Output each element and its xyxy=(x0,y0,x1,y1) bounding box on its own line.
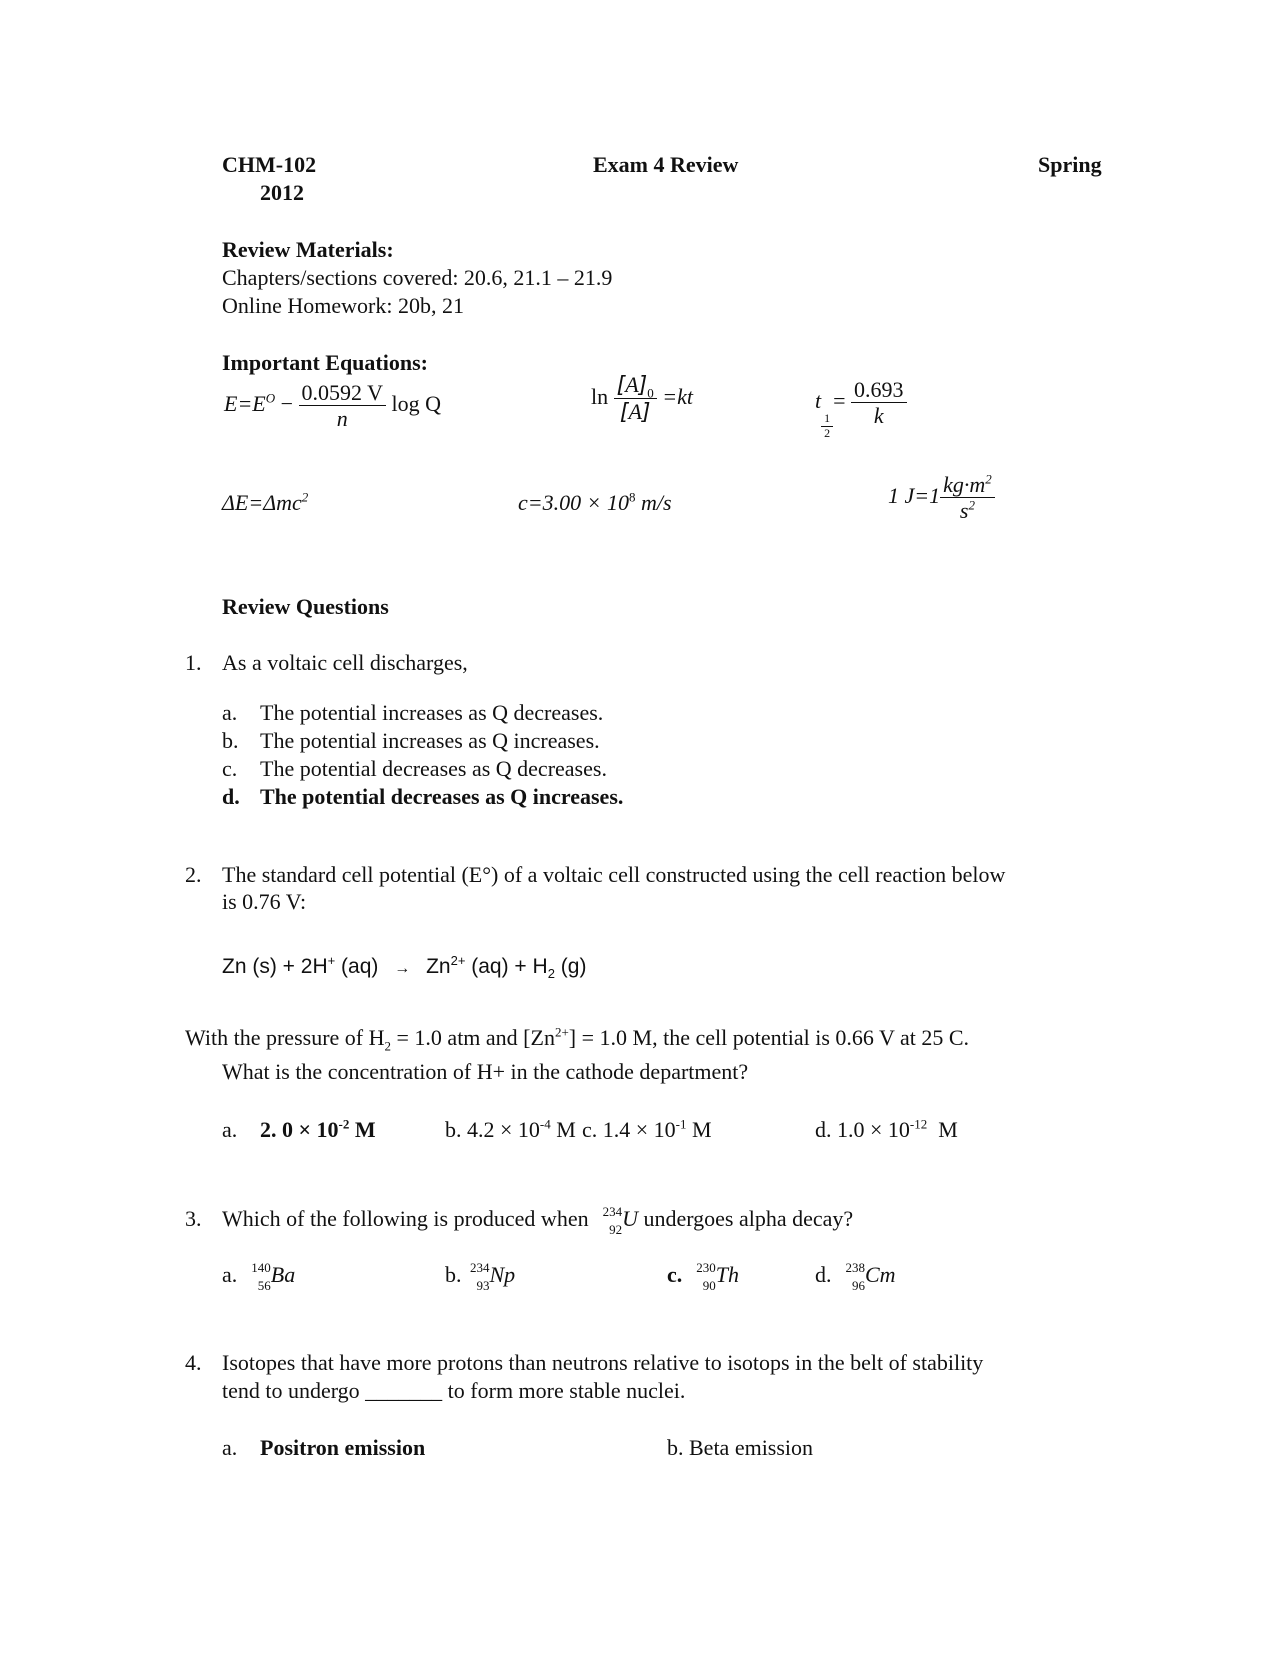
question-4-line1: Isotopes that have more protons than neutrons relative to isotops in the belt of stability xyxy=(222,1350,984,1375)
q2-option-a-label: a. xyxy=(222,1117,238,1142)
q2-a-base: 2. 0 × 10 xyxy=(260,1117,339,1142)
joule-fraction xyxy=(940,472,995,524)
nernst-standard-sup: O xyxy=(265,390,276,406)
rate-ln: ln xyxy=(591,383,609,409)
reaction-arrow: → xyxy=(394,960,411,977)
q3-b-z: 93 xyxy=(476,1278,490,1293)
q3-a-label: a. xyxy=(222,1262,238,1288)
q2-a-unit: M xyxy=(349,1117,376,1142)
q3-a-mass: 140 xyxy=(251,1260,271,1275)
q2-option-c xyxy=(582,1117,712,1143)
q1-option-b: The potential increases as Q increases. xyxy=(260,728,600,753)
review-materials-heading: Review Materials: xyxy=(222,237,394,262)
q3-b-nuclide xyxy=(462,1262,490,1292)
half-life-equals: = xyxy=(833,387,846,413)
q4-option-a: Positron emission xyxy=(260,1435,426,1460)
q3-text-b: undergoes alpha decay? xyxy=(643,1206,854,1232)
joule-numerator: kg·m xyxy=(943,472,986,497)
half-life-numerator: 0.693 xyxy=(851,377,907,403)
nernst-denominator: n xyxy=(336,406,348,432)
year: 2012 xyxy=(260,180,304,205)
q2-option-a xyxy=(260,1117,376,1143)
speed-of-light xyxy=(518,490,672,516)
reaction-zn2: Zn xyxy=(426,955,451,978)
q3-d-label: d. xyxy=(815,1262,832,1288)
q2-option-d xyxy=(815,1117,958,1143)
q2-c-exp: -1 xyxy=(675,1116,687,1132)
q3-option-c xyxy=(667,1262,739,1292)
term: Spring xyxy=(1038,152,1102,177)
q3-d-symbol: Cm xyxy=(865,1262,896,1288)
q2-c-base: c. 1.4 × 10 xyxy=(582,1117,676,1142)
question-2-followup1 xyxy=(185,1024,970,1054)
q2-d-base: d. 1.0 × 10 xyxy=(815,1117,910,1142)
nernst-lhs: E=E xyxy=(224,390,266,416)
u-z: 92 xyxy=(609,1222,623,1237)
q2-d-exp: -12 xyxy=(909,1116,928,1132)
mass-energy-text: ΔE=Δmc xyxy=(222,490,302,515)
half-den: 2 xyxy=(824,425,831,440)
q1-option-d: The potential decreases as Q increases. xyxy=(260,784,624,809)
q3-option-b xyxy=(445,1262,515,1292)
half-life-subscript xyxy=(821,412,833,441)
uranium-nuclide xyxy=(594,1206,622,1236)
mass-energy-sup: 2 xyxy=(301,489,309,505)
q3-c-mass: 230 xyxy=(696,1260,716,1275)
q2-b-exp: -4 xyxy=(539,1116,551,1132)
rate-num-a: A xyxy=(625,372,639,397)
q2-b-base: b. 4.2 × 10 xyxy=(445,1117,540,1142)
rate-den-a: A xyxy=(628,399,642,425)
mass-energy-equation xyxy=(222,490,308,516)
question-4-line2: tend to undergo _______ to form more stable nuclei. xyxy=(222,1378,686,1403)
reaction-aq2: (aq) + H xyxy=(465,955,548,978)
light-text: c=3.00 × 10 xyxy=(518,490,629,515)
q3-a-symbol: Ba xyxy=(270,1262,296,1288)
followup-part-b: = 1.0 atm and [Zn xyxy=(391,1025,555,1050)
nernst-log-q: log Q xyxy=(391,390,442,416)
q3-d-z: 96 xyxy=(852,1278,865,1293)
half-life-equation xyxy=(815,377,907,440)
question-2-line2: is 0.76 V: xyxy=(222,889,307,914)
rate-rhs: =kt xyxy=(662,383,693,409)
u-mass: 234 xyxy=(602,1204,623,1219)
question-2-line1: The standard cell potential (E°) of a voltaic cell constructed using the cell reaction below xyxy=(222,862,1006,887)
q3-d-nuclide xyxy=(837,1262,865,1292)
nernst-numerator: 0.0592 V xyxy=(299,380,387,406)
cell-reaction xyxy=(222,953,587,982)
q2-a-exp: -2 xyxy=(338,1116,350,1132)
q3-option-d xyxy=(815,1262,896,1292)
q3-d-mass: 238 xyxy=(845,1260,865,1275)
followup-h2-sub: 2 xyxy=(384,1038,392,1054)
q3-b-mass: 234 xyxy=(470,1260,490,1275)
q3-option-a xyxy=(222,1262,295,1292)
review-questions-heading: Review Questions xyxy=(222,594,389,619)
joule-lhs: 1 J=1 xyxy=(888,482,941,508)
q2-d-unit: M xyxy=(927,1117,958,1142)
joule-denominator: s xyxy=(959,498,969,524)
q1-option-c-label: c. xyxy=(222,756,238,781)
q1-option-a-label: a. xyxy=(222,700,238,725)
u-symbol: U xyxy=(622,1206,638,1232)
q1-option-a: The potential increases as Q decreases. xyxy=(260,700,604,725)
online-homework: Online Homework: 20b, 21 xyxy=(222,293,464,318)
joule-definition xyxy=(888,472,995,524)
question-1-text: As a voltaic cell discharges, xyxy=(222,650,468,675)
light-sup: 8 xyxy=(628,489,636,505)
question-1-number: 1. xyxy=(185,650,202,675)
followup-part-a: With the pressure of H xyxy=(185,1025,385,1050)
course-code: CHM-102 xyxy=(222,152,317,177)
rate-num-sub: 0 xyxy=(647,385,654,401)
question-4-number: 4. xyxy=(185,1350,202,1375)
reaction-g: (g) xyxy=(554,955,587,978)
half-life-t: t xyxy=(815,387,822,413)
followup-part-c: ] = 1.0 M, the cell potential is 0.66 V at 25 C. xyxy=(568,1025,970,1050)
nernst-minus: − xyxy=(280,390,294,416)
q2-c-unit: M xyxy=(686,1117,712,1142)
q3-c-label: c. xyxy=(667,1262,683,1288)
followup-zn-charge: 2+ xyxy=(554,1024,569,1040)
q3-text-a: Which of the following is produced when xyxy=(222,1206,589,1232)
joule-num-sup: 2 xyxy=(985,471,992,487)
page-title: Exam 4 Review xyxy=(593,152,739,177)
q2-b-unit: M xyxy=(550,1117,576,1142)
question-2-number: 2. xyxy=(185,862,202,887)
q3-c-symbol: Th xyxy=(715,1262,740,1288)
q1-option-b-label: b. xyxy=(222,728,239,753)
reaction-h-charge: + xyxy=(327,953,336,968)
half-life-denominator: k xyxy=(873,403,884,429)
reaction-zn-charge: 2+ xyxy=(450,953,466,968)
q4-option-a-label: a. xyxy=(222,1435,238,1460)
rate-fraction: $\frac{[A]_0}{[A]}$ xyxy=(614,372,657,426)
nernst-fraction xyxy=(299,380,387,432)
q3-b-label: b. xyxy=(445,1262,462,1288)
q3-a-z: 56 xyxy=(257,1278,271,1293)
half-num: 1 xyxy=(821,412,833,427)
q3-c-z: 90 xyxy=(702,1278,716,1293)
q1-option-d-label: d. xyxy=(222,784,240,809)
nernst-equation xyxy=(224,380,441,432)
q3-a-nuclide xyxy=(243,1262,271,1292)
reaction-aq1: (aq) xyxy=(335,955,379,978)
question-3-text xyxy=(222,1206,853,1236)
q3-c-nuclide xyxy=(688,1262,716,1292)
question-2-followup2: What is the concentration of H+ in the cathode department? xyxy=(222,1059,749,1084)
q1-option-c: The potential decreases as Q decreases. xyxy=(260,756,607,781)
q4-option-b: b. Beta emission xyxy=(667,1435,814,1460)
q3-b-symbol: Np xyxy=(489,1262,516,1288)
chapters-covered: Chapters/sections covered: 20.6, 21.1 – 21.9 xyxy=(222,265,613,290)
joule-den-sup: 2 xyxy=(968,497,975,513)
half-life-fraction xyxy=(851,377,907,429)
reaction-h2-sub: 2 xyxy=(547,966,555,982)
equations-heading: Important Equations: xyxy=(222,350,428,375)
question-3-number: 3. xyxy=(185,1206,202,1231)
rate-equation xyxy=(591,372,693,426)
reaction-zn: Zn (s) + 2H xyxy=(222,955,328,978)
q2-option-b xyxy=(445,1117,576,1143)
light-unit: m/s xyxy=(640,490,672,515)
